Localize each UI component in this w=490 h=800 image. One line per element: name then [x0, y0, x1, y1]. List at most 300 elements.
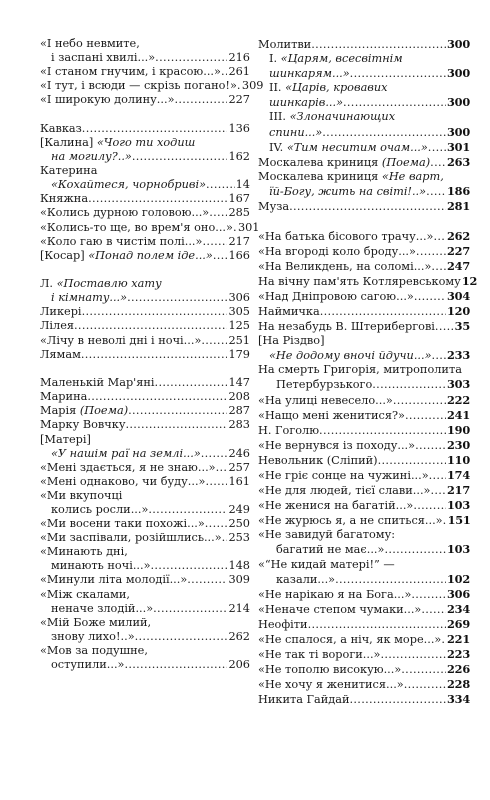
entry-line [258, 304, 470, 319]
index-entry [258, 587, 470, 602]
page-number: 216 [228, 51, 250, 65]
page-number: 12 [461, 273, 478, 288]
entry-line [258, 468, 470, 483]
entry-title: «Минули літа молодії...» [40, 573, 188, 587]
leader-dots [213, 249, 228, 263]
entry-line [40, 616, 250, 630]
entry-line [40, 433, 250, 447]
entry-line [40, 164, 250, 178]
page-number: 285 [228, 206, 250, 220]
entry-title-italic: «Царям, всесвітнім [280, 52, 403, 66]
page-number: 283 [228, 418, 250, 432]
entry-line [258, 155, 470, 170]
leader-dots [350, 693, 447, 707]
page-number: 301 [447, 139, 470, 154]
section-gap [40, 107, 250, 121]
page-number: 166 [228, 248, 250, 262]
leader-dots [74, 319, 227, 333]
entry-title: III. [269, 110, 290, 124]
entry-title-italic: «Не додому вночі йдучи...» [269, 349, 432, 363]
entry-title: II. [269, 81, 286, 95]
entry-line [40, 122, 250, 136]
index-entry [258, 319, 470, 334]
page-number: 234 [447, 601, 470, 616]
entry-line [258, 110, 470, 124]
page-number: 305 [228, 305, 250, 319]
entry-title: Петербурзького [276, 378, 373, 392]
page-number: 334 [447, 692, 470, 707]
entry-title: «Ми вкупочці [40, 488, 123, 502]
entry-title-italic: «Не варт, [381, 169, 444, 183]
entry-title: оступили...» [51, 658, 125, 672]
index-entry [40, 616, 250, 644]
entry-line [258, 377, 470, 392]
entry-line [258, 37, 470, 52]
page-number: 179 [228, 347, 250, 361]
entry-line [40, 79, 264, 93]
index-entry [40, 404, 250, 418]
page-number: 217 [447, 483, 470, 498]
entry-title: «“Не кидай матері!” — [258, 557, 395, 571]
leader-dots [411, 588, 446, 602]
leader-dots [82, 305, 228, 319]
index-entry [258, 170, 470, 199]
leader-dots [393, 394, 446, 408]
leader-dots [87, 390, 227, 404]
page-number: 300 [447, 95, 470, 110]
entry-line [258, 677, 470, 692]
page-number: 103 [447, 542, 470, 557]
page-number: 233 [447, 348, 470, 363]
entry-title-italic: і кімнату...» [51, 291, 128, 305]
entry-line [40, 334, 250, 348]
page-number: 222 [447, 392, 470, 407]
entry-title: «Колись-то ще, во врем'я оно...» [40, 220, 233, 234]
entry-title: «Між скалами, [40, 587, 131, 601]
index-entry [258, 81, 470, 110]
page-number: 249 [228, 502, 250, 516]
leader-dots [421, 603, 446, 617]
entry-line [258, 483, 470, 498]
index-entry [258, 110, 470, 139]
entry-line [258, 393, 470, 408]
leader-dots [350, 67, 446, 81]
entry-line [258, 498, 470, 513]
entry-line [40, 192, 250, 206]
index-entry [258, 273, 478, 289]
entry-line [258, 453, 470, 468]
entry-line [40, 305, 250, 319]
entry-line [40, 65, 250, 79]
entry-title: «І небо невмите, [40, 37, 140, 50]
page-number: 186 [447, 183, 470, 198]
entry-title: неначе злодій...» [51, 601, 154, 615]
leader-dots [311, 38, 446, 52]
index-entry [258, 632, 470, 647]
index-entry [258, 229, 470, 244]
entry-line [40, 559, 250, 573]
index-entry [40, 122, 250, 136]
entry-line [258, 170, 470, 184]
index-entry [40, 334, 250, 348]
leader-dots [151, 559, 228, 573]
page-number: 247 [447, 258, 470, 273]
index-entry [258, 677, 470, 692]
entry-line [258, 348, 470, 363]
entry-line [40, 220, 260, 235]
entry-line [258, 632, 470, 647]
entry-title: «Ми восени таки похожі...» [40, 517, 205, 531]
entry-line [40, 630, 250, 644]
index-entry [40, 178, 250, 192]
section-gap [258, 214, 470, 228]
index-entry [258, 438, 470, 453]
page-number: 162 [228, 150, 250, 164]
entry-title: «Не тополю високую...» [258, 663, 402, 677]
entry-title-italic: шинкарям...» [269, 67, 350, 81]
page-number: 230 [447, 437, 470, 452]
index-entry [40, 545, 250, 573]
entry-line [258, 66, 470, 81]
entry-title: «Мов за подушне, [40, 643, 148, 657]
leader-dots [202, 235, 227, 249]
leader-dots [414, 290, 446, 304]
page-number: 214 [228, 601, 250, 615]
leader-dots [429, 469, 446, 483]
entry-title: «На вгороді коло броду...» [258, 244, 416, 258]
entry-title: «Не гріє сонце на чужині...» [258, 469, 429, 483]
index-entry [258, 617, 470, 632]
entry-line [40, 503, 250, 517]
entry-title: «Не спалося, а ніч, як море...» [258, 633, 442, 647]
entry-title-italic: «Кохайтеся, чорнобриві» [51, 178, 207, 192]
entry-title: Неофіти [258, 617, 308, 631]
page-number: 241 [447, 407, 470, 422]
page-number: 257 [228, 460, 250, 474]
entry-title: Катерина [40, 164, 98, 178]
entry-title: минають ночі...» [51, 559, 151, 573]
entry-title: Марку Вовчку [40, 418, 126, 432]
page-number: 227 [447, 243, 470, 258]
index-entry [40, 390, 250, 404]
index-entry [258, 662, 470, 677]
page-number: 102 [447, 571, 470, 586]
entry-title-italic: (Поема) [79, 404, 129, 418]
leader-dots [322, 126, 446, 140]
entry-title: Н. Гоголю [258, 423, 320, 437]
entry-line [258, 140, 470, 155]
entry-title: «Не для людей, тієї слави...» [258, 484, 431, 498]
entry-line [258, 229, 470, 244]
page-number: 300 [447, 37, 470, 51]
leader-dots [401, 663, 446, 677]
page-number: 110 [447, 452, 470, 467]
page-number: 223 [447, 647, 470, 662]
entry-line [258, 542, 470, 557]
entry-title: знову лихо!..» [51, 629, 135, 643]
leader-dots [435, 320, 454, 334]
leader-dots [430, 156, 446, 170]
page-number: 161 [228, 474, 250, 488]
index-entry [40, 136, 250, 164]
entry-line [40, 644, 250, 658]
entry-line [258, 438, 470, 453]
page-number: 217 [228, 234, 250, 248]
index-entry [258, 528, 470, 557]
entry-line [258, 513, 470, 528]
entry-title-italic: на могилу?..» [51, 150, 132, 164]
entry-line [40, 418, 250, 432]
entry-title: і заспані хвилі...» [51, 51, 156, 65]
index-entry [40, 93, 250, 107]
entry-title: «Мені здається, я не знаю...» [40, 460, 216, 474]
index-entry [40, 489, 250, 517]
page-number: 306 [228, 291, 250, 305]
index-entry [40, 376, 250, 390]
entry-title: Муза [258, 200, 290, 214]
leader-dots [428, 141, 446, 155]
entry-title: «Не вернувся із походу...» [258, 438, 416, 452]
index-entry [258, 423, 470, 438]
entry-title: [На Різдво] [258, 334, 325, 348]
leader-dots [343, 96, 446, 110]
index-entry [40, 418, 250, 432]
entry-title: [Калина] [40, 135, 97, 149]
entry-title-italic: «Понад полем іде...» [88, 248, 213, 262]
index-entry [40, 164, 250, 178]
entry-line [40, 658, 250, 672]
index-entry [258, 155, 470, 170]
index-entry [258, 483, 470, 498]
entry-title-italic: «Царів, кровавих [285, 81, 388, 95]
entry-title: Наймичка [258, 304, 320, 318]
entry-line [258, 125, 470, 140]
page-number: 125 [228, 319, 250, 333]
page-number: 208 [228, 390, 250, 404]
entry-title: I. [269, 52, 281, 66]
leader-dots [415, 439, 446, 453]
entry-line [40, 51, 250, 65]
index-entry [258, 52, 470, 81]
entry-title: Невольник (Сліпий) [258, 453, 378, 467]
entry-title-italic: шинкарів...» [269, 96, 344, 110]
index-entry [258, 602, 470, 617]
entry-line [40, 319, 250, 333]
entry-line [258, 244, 470, 259]
leader-dots [201, 334, 227, 348]
index-entry [258, 468, 470, 483]
index-entry [258, 334, 470, 348]
entry-title: «Не завидуй багатому: [258, 528, 396, 542]
entry-title-italic: «Тим неситим очам...» [286, 140, 428, 154]
entry-line [40, 489, 250, 503]
entry-line [258, 363, 470, 377]
entry-title-italic: «У нашім раї на землі...» [51, 446, 201, 460]
entry-title: «На батька бісового трачу...» [258, 229, 434, 243]
entry-line [258, 95, 470, 110]
entry-title: Кавказ [40, 121, 82, 135]
entry-title: Москалева криниця [258, 169, 382, 183]
leader-dots [380, 648, 446, 662]
entry-title: «Коло гаю в чистім полі...» [40, 234, 203, 248]
page-number: 14 [235, 178, 250, 192]
entry-title-italic: спини...» [269, 125, 323, 139]
index-entry [40, 573, 250, 587]
page-number: 301 [237, 220, 260, 234]
entry-title: «Неначе степом чумаки...» [258, 602, 422, 616]
entry-line [40, 249, 250, 263]
page-number: 262 [228, 629, 250, 643]
entry-line [258, 319, 470, 334]
leader-dots [416, 245, 446, 259]
leader-dots [432, 349, 447, 363]
index-entry [258, 393, 470, 408]
index-entry [258, 453, 470, 468]
leader-dots [153, 602, 227, 616]
index-entry [258, 498, 470, 513]
page-number: 304 [447, 288, 470, 303]
entry-line [258, 572, 470, 587]
leader-dots [433, 230, 446, 244]
leader-dots [148, 503, 227, 517]
page-number: 151 [447, 513, 471, 528]
entry-line [40, 404, 250, 418]
leader-dots [413, 499, 446, 513]
entry-line [40, 37, 250, 51]
entry-line [40, 588, 250, 602]
entry-title: Молитви [258, 38, 312, 51]
page-number: 136 [228, 121, 250, 135]
entry-title: IV. [269, 140, 287, 154]
leader-dots [431, 260, 446, 274]
index-entry [258, 348, 470, 363]
entry-title: На смерть Григорія, митрополита [258, 363, 462, 377]
page-number: 303 [447, 377, 470, 392]
entry-line [40, 531, 250, 545]
leader-dots [127, 291, 227, 305]
index-entry [40, 447, 250, 461]
entry-title: колись росли...» [51, 502, 149, 516]
leader-dots [88, 192, 227, 206]
index-entry [40, 65, 250, 79]
leader-dots [205, 517, 228, 531]
entry-title: Никита Гайдай [258, 693, 350, 707]
page-number: 147 [228, 376, 250, 390]
entry-line [40, 517, 250, 531]
entry-title: Княжна [40, 192, 89, 206]
page-number: 35 [454, 319, 470, 334]
entry-line [40, 475, 250, 489]
page-number: 309 [228, 573, 250, 587]
entry-line [258, 617, 470, 632]
page-number: 227 [228, 93, 250, 107]
entry-title-italic: «Злоначинающих [289, 110, 396, 124]
entry-line [258, 647, 470, 662]
index-entry [40, 433, 250, 447]
index-entry [258, 363, 470, 392]
entry-line [258, 692, 470, 707]
leader-dots [372, 378, 446, 392]
page-number: 174 [447, 468, 470, 483]
entry-line [40, 150, 250, 164]
leader-dots [124, 658, 227, 672]
index-entry [258, 199, 470, 214]
leader-dots [206, 178, 235, 192]
leader-dots [404, 678, 446, 692]
index-entry [40, 206, 250, 220]
entry-title: «На Великдень, на соломі...» [258, 259, 432, 273]
entry-title: «Над Дніпровою сагою...» [258, 289, 414, 303]
section-gap [40, 263, 250, 277]
entry-title: «Мій Боже милий, [40, 615, 152, 629]
section-gap [40, 362, 250, 376]
entry-line [258, 184, 470, 199]
index-entry [258, 647, 470, 662]
page-number: 148 [228, 559, 250, 573]
entry-line [258, 408, 470, 423]
page-number: 262 [447, 228, 470, 243]
entry-title-italic: «Поставлю хату [56, 277, 162, 291]
leader-dots [175, 93, 228, 107]
entry-line [40, 291, 250, 305]
index-entry [40, 461, 250, 475]
index-entry [40, 531, 250, 545]
index-entry [258, 244, 470, 259]
entry-line [40, 348, 250, 362]
entry-title: «Нащо мені женитися?» [258, 408, 405, 422]
entry-line [258, 587, 470, 602]
index-entry [40, 644, 250, 672]
page-number: 263 [447, 154, 470, 169]
entry-line [40, 602, 250, 616]
entry-title: «І тут, і всюди — скрізь погано!» [40, 79, 237, 93]
page-number: 228 [447, 677, 470, 692]
entry-line [258, 81, 470, 95]
entry-line [40, 206, 250, 220]
entry-title: «Не так ті вороги...» [258, 648, 381, 662]
leader-dots [205, 475, 227, 489]
entry-line [258, 52, 470, 66]
leader-dots [430, 484, 446, 498]
entry-title: багатий не має...» [276, 543, 385, 557]
index-column-left [40, 37, 264, 672]
page-number: 300 [447, 66, 470, 81]
entry-title: Ликері [40, 305, 82, 319]
entry-title: «І широкую долину...» [40, 93, 175, 107]
leader-dots [187, 573, 227, 587]
entry-title: казали...» [276, 572, 336, 586]
leader-dots [155, 376, 228, 390]
page-number: 251 [228, 333, 250, 347]
entry-title: Лілея [40, 319, 75, 333]
entry-line [40, 235, 250, 249]
index-entry [40, 37, 250, 65]
entry-title: «На улиці невесело...» [258, 393, 393, 407]
leader-dots [82, 122, 228, 136]
entry-title: Лямам [40, 347, 81, 361]
entry-line [258, 289, 470, 304]
index-entry [40, 235, 250, 249]
entry-line [40, 178, 250, 192]
entry-line [258, 273, 478, 289]
index-entry [40, 305, 250, 319]
entry-title: «Не женися на багатій...» [258, 499, 414, 513]
index-entry [258, 259, 470, 274]
page-number: 287 [228, 404, 250, 418]
page-number: 190 [447, 422, 470, 437]
index-entry [40, 277, 250, 305]
page-number: 306 [447, 586, 470, 601]
